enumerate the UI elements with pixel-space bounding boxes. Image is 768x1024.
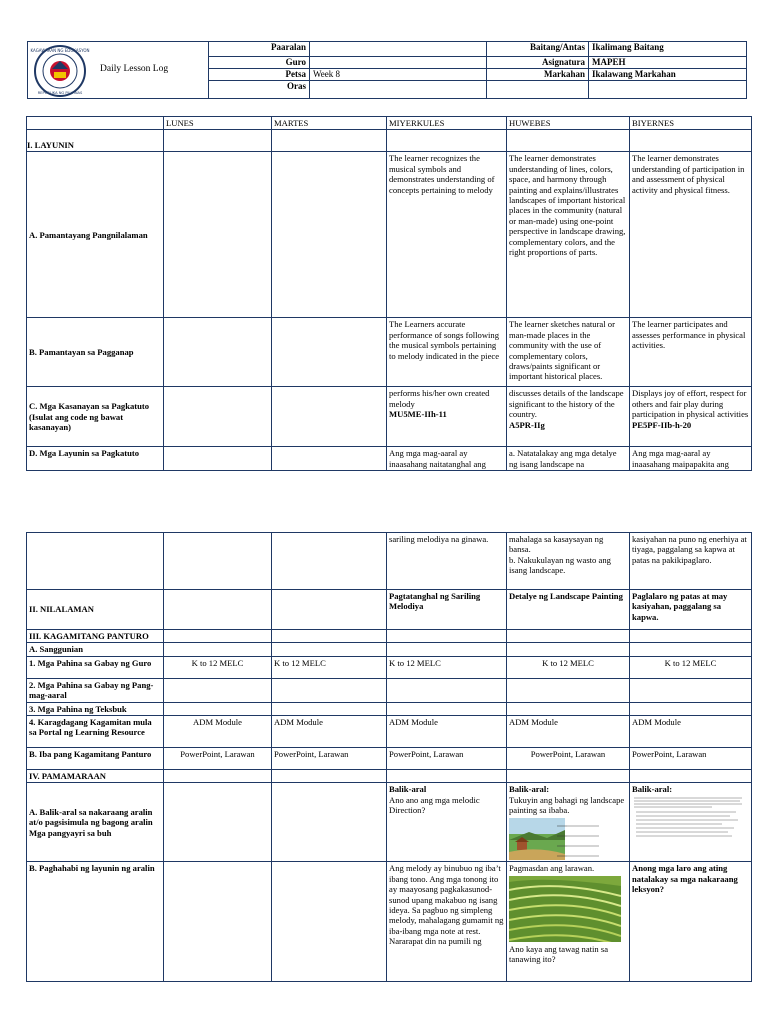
cell-text: PowerPoint, Larawan [630,748,752,770]
section-nilalaman: II. NILALAMAN [27,590,164,630]
empty-cell [164,533,272,590]
cell-text: K to 12 MELC [630,656,752,678]
empty-cell [272,387,387,447]
empty-cell [507,678,630,702]
empty-cell [630,702,752,715]
row-label-layunin-sa-pagkatuto: D. Mga Layunin sa Pagkatuto [27,447,164,471]
cell-text [507,387,630,447]
empty-cell [164,630,272,643]
empty-cell [164,318,272,387]
empty-cell [272,533,387,590]
cell-text: Anong mga laro ang ating natalakay sa mga nakaraang leksyon? [630,862,752,982]
empty-cell [630,130,752,152]
deped-seal-icon [30,43,90,99]
review-worksheet-image [632,795,744,841]
empty-cell [272,130,387,152]
row-label-iba-pang-kagamitan: B. Iba pang Kagamitang Panturo [27,748,164,770]
cell-text [507,783,630,862]
label-baitang: Baitang/Antas [487,42,589,57]
cell-text: The learner demonstrates understanding of lines, colors, space, and harmony through painting and explains/illustrates landscapes of important historical places in the community (natural or man-made) using one-point perspective in landscape drawing, complementary colors, and the right proportions of parts. [507,152,630,318]
value-markahan[interactable]: Ikalawang Markahan [589,68,747,80]
empty-cell [507,702,630,715]
empty-cell [272,447,387,471]
row-label-paghahabi: B. Paghahabi ng layunin ng aralin [27,862,164,982]
cell-heading: Balik-aral [389,784,427,795]
cell-text: ADM Module [507,716,630,748]
cell-text: PowerPoint, Larawan [164,748,272,770]
empty-cell [164,783,272,862]
svg-text:REPUBLIKA NG PILIPINAS: REPUBLIKA NG PILIPINAS [37,91,83,95]
empty-cell [164,152,272,318]
value-guro[interactable] [310,56,487,68]
empty-cell [272,862,387,982]
cell-text: Detalye ng Landscape Painting [507,590,630,630]
empty-cell [164,130,272,152]
day-header-tue: MARTES [272,117,387,130]
day-header-wed: MIYERKULES [387,117,507,130]
empty-cell [589,81,747,99]
lesson-table-part2 [26,532,752,982]
header-table [27,41,747,99]
empty-cell [507,130,630,152]
label-markahan: Markahan [487,68,589,80]
empty-cell [387,630,507,643]
value-baitang[interactable]: Ikalimang Baitang [589,42,747,57]
cell-text: a. Natatalakay ang mga detalye ng isang landscape na [507,447,630,471]
cell-text: performs his/her own created melody [389,388,490,409]
empty-cell [164,862,272,982]
section-sanggunian: A. Sanggunian [27,643,164,656]
empty-cell [387,702,507,715]
cell-text: PowerPoint, Larawan [272,748,387,770]
empty-cell [487,81,589,99]
cell-text: Pagtatanghal ng Sariling Melodiya [387,590,507,630]
cell-text: K to 12 MELC [272,656,387,678]
empty-cell [272,630,387,643]
empty-cell [507,643,630,656]
empty-cell [272,702,387,715]
label-paaralan: Paaralan [209,42,310,57]
empty-cell [164,643,272,656]
row-label-teksbuk: 3. Mga Pahina ng Teksbuk [27,702,164,715]
cell-text [630,387,752,447]
landscape-painting-image [509,818,604,860]
row-label-kasanayan: C. Mga Kasanayan sa Pagkatuto (Isulat ang code ng bawat kasanayan) [27,387,164,447]
competency-code: A5PR-IIg [509,419,545,430]
empty-cell [387,643,507,656]
empty-cell [272,770,387,783]
cell-heading: Balik-aral: [509,784,550,795]
value-oras[interactable] [310,81,487,99]
empty-cell [387,678,507,702]
section-layunin: I. LAYUNIN [27,130,164,152]
cell-text: mahalaga sa kasaysayan ng bansa. b. Nakukulayan ng wasto ang isang landscape. [507,533,630,590]
empty-cell [164,770,272,783]
cell-text: PowerPoint, Larawan [387,748,507,770]
cell-text: ADM Module [272,716,387,748]
cell-text: ADM Module [630,716,752,748]
row-label-pamantayan-sa-pagganap: B. Pamantayan sa Pagganap [27,318,164,387]
day-header-mon: LUNES [164,117,272,130]
row-label-pamantayang-pangnilalaman: A. Pamantayang Pangnilalaman [27,152,164,318]
cell-text: Pagmasdan ang larawan. [509,863,595,874]
empty-cell [507,770,630,783]
cell-text: Displays joy of effort, respect for others and fair play during participation in physical activities [632,388,749,420]
cell-text: The learner sketches natural or man-made places in the community with the use of complementary colors, draws/paints significant or important historical places. [507,318,630,387]
cell-text: The learner participates and assesses performance in physical activities. [630,318,752,387]
cell-text [387,783,507,862]
cell-text: The Learners accurate performance of songs following the musical symbols pertaining to melody indicated in the piece [387,318,507,387]
value-paaralan[interactable] [310,42,487,57]
cell-text: The learner demonstrates understanding of participation in and assessment of physical activity and physical fitness. [630,152,752,318]
competency-code: PE5PF-IIb-h-20 [632,419,692,430]
empty-cell [272,152,387,318]
section-pamamaraan: IV. PAMAMARAAN [27,770,164,783]
section-kagamitan: III. KAGAMITANG PANTURO [27,630,164,643]
cell-text: kasiyahan na puno ng enerhiya at tiyaga, paggalang sa kapwa at patas na pakikipaglaro. [630,533,752,590]
cell-text [630,783,752,862]
empty-cell [630,643,752,656]
empty-cell [387,770,507,783]
cell-text: Ang mga mag-aaral ay inaasahang maipapakita ang [630,447,752,471]
rice-terraces-image [509,876,621,942]
empty-cell [630,678,752,702]
label-guro: Guro [209,56,310,68]
row-label-gabay-guro: 1. Mga Pahina sa Gabay ng Guro [27,656,164,678]
svg-text:KAGAWARAN NG EDUKASYON: KAGAWARAN NG EDUKASYON [30,48,90,53]
empty-cell [164,590,272,630]
empty-cell [164,387,272,447]
empty-cell [272,678,387,702]
label-oras: Oras [209,81,310,99]
empty-cell [164,702,272,715]
cell-text: Paglalaro ng patas at may kasiyahan, paggalang sa kapwa. [630,590,752,630]
cell-text: discusses details of the landscape significant to the history of the country. [509,388,624,420]
cell-text: Ano kaya ang tawag natin sa tanawing ito? [509,943,609,965]
cell-text: PowerPoint, Larawan [507,748,630,770]
empty-cell [27,117,164,130]
competency-code: MU5ME-IIh-11 [389,409,447,420]
cell-text: ADM Module [164,716,272,748]
cell-text: Tukuyin ang bahagi ng landscape painting sa ibaba. [509,794,625,816]
row-label-balik-aral: A. Balik-aral sa nakaraang aralin at/o pagsisimula ng bagong aralin Mga pangyayri sa buh [27,783,164,862]
cell-text: Ano ano ang mga melodic Direction? [389,794,480,816]
day-header-thu: HUWEBES [507,117,630,130]
empty-cell [630,630,752,643]
label-petsa: Petsa [209,68,310,80]
value-petsa[interactable]: Week 8 [310,68,487,80]
cell-text: The learner recognizes the musical symbols and demonstrates understanding of concepts pertaining to melody [387,152,507,318]
header-logo-cell [28,42,209,99]
value-asignatura[interactable]: MAPEH [589,56,747,68]
cell-text: Ang melody ay binubuo ng iba’t ibang tono. Ang mga tonong ito ay maayosang pagkakasunod-sunod upang makabuo ng isang ideya. Sa pagbuo ng simpleng melody, mahalagang gumamit ng iba-ibang mga note at rest. Nararapat din na pumili ng [387,862,507,982]
cell-text [507,862,630,982]
empty-cell [164,447,272,471]
empty-cell [164,678,272,702]
day-header-fri: BIYERNES [630,117,752,130]
cell-text: K to 12 MELC [387,656,507,678]
empty-cell [27,533,164,590]
cell-text: ADM Module [387,716,507,748]
cell-text: K to 12 MELC [164,656,272,678]
empty-cell [272,590,387,630]
row-label-karagdagang-kagamitan: 4. Karagdagang Kagamitan mula sa Portal ng Learning Resource [27,716,164,748]
empty-cell [272,783,387,862]
cell-text: Ang mga mag-aaral ay inaasahang naitatanghal ang [387,447,507,471]
cell-heading: Balik-aral: [632,784,673,795]
label-asignatura: Asignatura [487,56,589,68]
empty-cell [507,630,630,643]
cell-text: K to 12 MELC [507,656,630,678]
cell-text [387,387,507,447]
lesson-table-part1 [26,116,752,471]
document-title: Daily Lesson Log [100,64,169,74]
cell-text: sariling melodiya na ginawa. [387,533,507,590]
empty-cell [272,318,387,387]
empty-cell [272,643,387,656]
empty-cell [630,770,752,783]
row-label-gabay-mag-aaral: 2. Mga Pahina sa Gabay ng Pang-mag-aaral [27,678,164,702]
empty-cell [387,130,507,152]
